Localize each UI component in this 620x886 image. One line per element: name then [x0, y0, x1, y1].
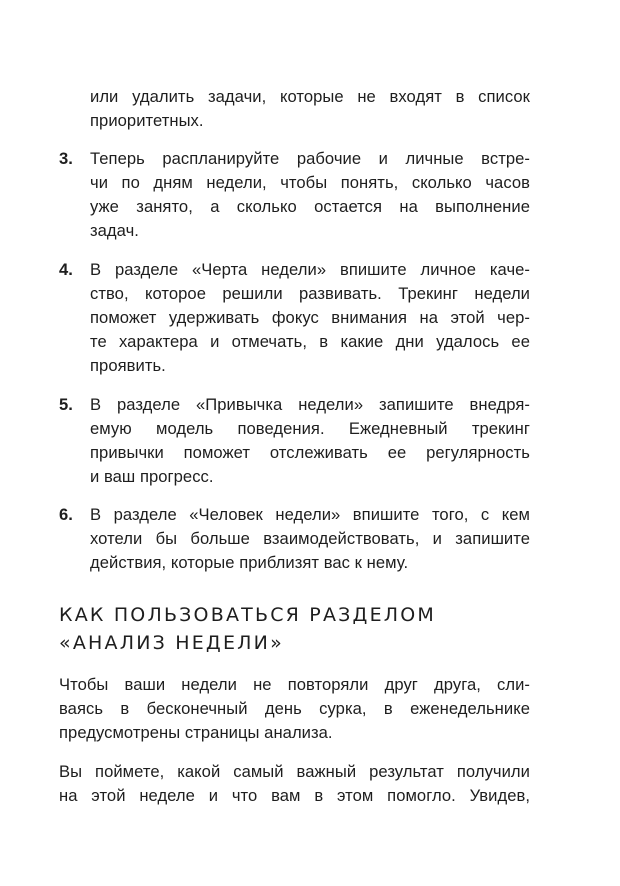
text-line: чи по дням недели, чтобы понять, сколько часов [90, 173, 530, 192]
list-number: 5. [59, 395, 73, 414]
text-line: на этой неделе и что вам в этом помогло. Увидев, [59, 786, 530, 805]
heading-line: «АНАЛИЗ НЕДЕЛИ» [59, 632, 284, 654]
list-number: 4. [59, 260, 73, 279]
text-line: привычки поможет отслеживать ее регулярность [90, 443, 530, 462]
text-line: действия, которые приблизят вас к нему. [90, 553, 409, 572]
text-line: и ваш прогресс. [90, 467, 214, 486]
text-line: уже занято, а сколько остается на выполнение [90, 197, 530, 216]
text-line: поможет удерживать фокус внимания на этой чер- [90, 308, 530, 327]
text-line: Вы поймете, какой самый важный результат получили [59, 762, 530, 781]
text-line: Теперь распланируйте рабочие и личные встре- [90, 149, 530, 168]
text-line: предусмотрены страницы анализа. [59, 723, 333, 742]
text-line: те характера и отмечать, в какие дни удалось ее [90, 332, 530, 351]
text-line: хотели бы больше взаимодействовать, и запишите [90, 529, 530, 548]
text-line: приоритетных. [90, 111, 204, 130]
text-line: В разделе «Человек недели» впишите того, с кем [90, 505, 530, 524]
heading-line: КАК ПОЛЬЗОВАТЬСЯ РАЗДЕЛОМ [59, 604, 437, 626]
text-line: задач. [90, 221, 139, 240]
text-line: емую модель поведения. Ежедневный трекинг [90, 419, 530, 438]
list-number: 3. [59, 149, 73, 168]
text-line: или удалить задачи, которые не входят в список [90, 87, 530, 106]
text-line: ваясь в бесконечный день сурка, в еженедельнике [59, 699, 530, 718]
text-line: ство, которое решили развивать. Трекинг недели [90, 284, 530, 303]
text-line: Чтобы ваши недели не повторяли друг друга, сли- [59, 675, 530, 694]
text-line: проявить. [90, 356, 166, 375]
list-number: 6. [59, 505, 73, 524]
text-line: В разделе «Черта недели» впишите личное каче- [90, 260, 530, 279]
text-line: В разделе «Привычка недели» запишите внедря- [90, 395, 530, 414]
